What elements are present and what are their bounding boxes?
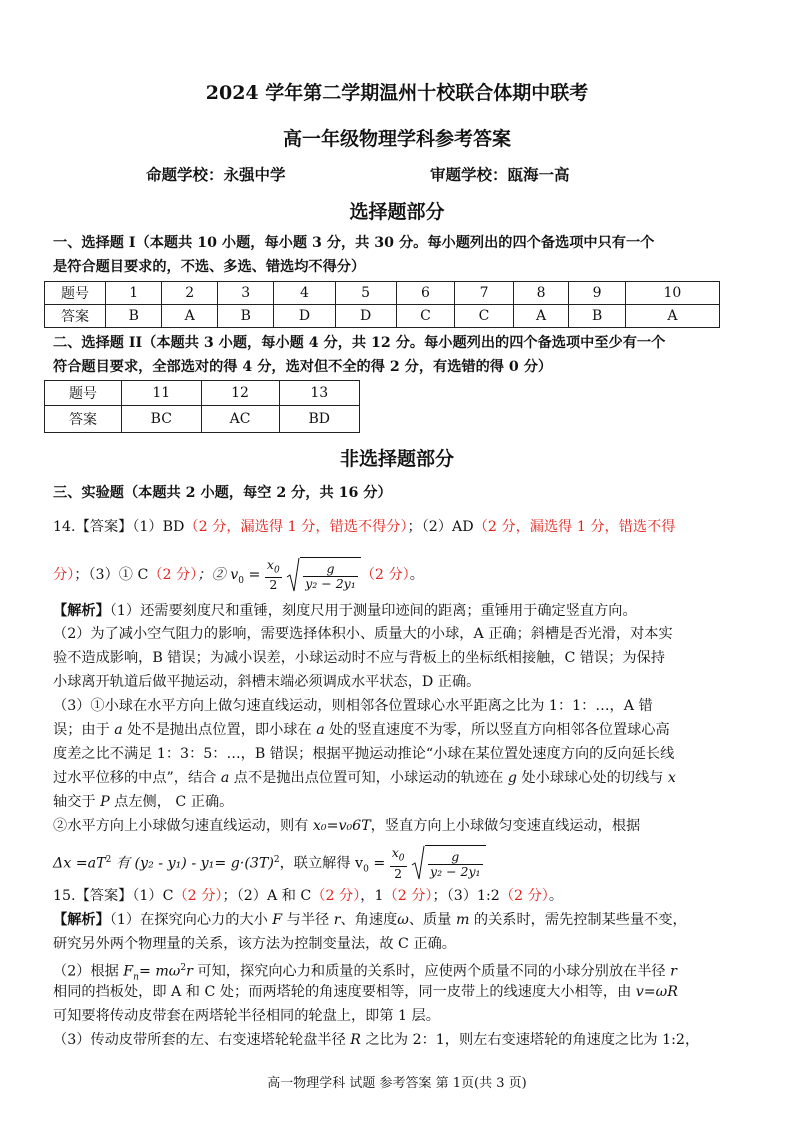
fraction-numerator [265,558,282,579]
table-cell: 12 [201,381,279,406]
nonchoice-section-heading: 非选择题部分 [339,448,454,470]
table-cell: 4 [274,282,335,305]
radical-sign-icon [411,845,425,881]
table-cell: B [218,305,274,328]
choice-section-heading: 选择题部分 [349,201,445,223]
table-cell: 6 [396,282,455,305]
q15-analysis-line6 [53,1030,699,1050]
text: 处的竖直速度不为零，所以竖直方向相邻各位置球心高 [324,722,670,738]
text: 点左侧， C 正确。 [109,794,234,810]
text: ；（3）1:2 [432,888,500,904]
table-row [45,406,360,433]
table-cell: AC [201,406,279,433]
analysis-label: 【解析】 [53,603,110,619]
table-cell: 2 [162,282,218,305]
fraction-numerator [390,846,407,867]
answer-table-part2 [44,380,360,433]
part2-instructions-line2: 符合题目要求，全部选对的得 4 分，选对但不全的得 2 分，有选错的得 0 分） [53,359,553,375]
part1-instructions-line2: 是符合题目要求的，不选、多选、错选均不得分） [53,259,366,275]
text: ，1 [360,888,384,904]
text: Δx =aT [53,855,106,872]
table-cell: 7 [455,282,514,305]
q14-analysis-line1 [53,601,637,621]
q14-analysis-line4: 小球离开轨道后做平抛运动，斜槽末端必须调成水平状态，D 正确。 [53,674,481,690]
table-cell: 答案 [45,406,122,433]
q14-analysis-line8 [53,768,676,788]
table-cell: D [335,305,396,328]
exam-title: 2024 学年第二学期温州十校联合体期中联考 [205,82,589,104]
text: = [368,855,390,872]
text: 、质量 [408,912,456,928]
text: r [333,912,341,928]
table-cell: B [106,305,162,328]
text: 与半径 [282,912,334,928]
table-cell: 9 [569,282,625,305]
text: 14.【答案】（1）BD [53,519,185,535]
score-note: （2 分） [383,888,433,904]
sqrt-numerator: g [428,850,483,865]
text: 的关系时，需先控制某些量不变， [469,912,687,928]
q14-analysis-line11 [53,842,486,888]
text: P [100,794,110,810]
table-cell: D [274,305,335,328]
formula-sqrt [286,557,361,593]
text: ；（2）AD [407,519,474,535]
text: R [350,1032,361,1048]
exam-subtitle: 高一年级物理学科参考答案 [282,128,511,150]
text: g [507,770,517,786]
text: 2 [180,963,187,973]
table-cell: 答案 [45,305,106,328]
text: （2）根据 [53,963,124,980]
q14-analysis-line3: 验不造成影响，B 错误；为减小误差，小球运动时不应与背板上的坐标纸相接触，C 错误；为保持 [53,650,665,666]
text: a [220,770,230,786]
text: x [667,770,676,786]
formula-fraction [265,558,282,593]
score-note: （2 分） [499,888,549,904]
text: 可知，探究向心力和质量的关系时，应使两个质量不同的小球分别放在半径 [192,963,671,980]
text: 处不是抛出点位置，即小球在 [122,722,317,738]
text: ②水平方向上小球做匀速直线运动，则有 [53,818,313,834]
text: ω [397,912,409,928]
text: 2 [105,855,112,865]
table-cell: 8 [513,282,569,305]
q14-analysis-line9 [53,792,233,812]
radical-sign-icon [286,557,300,593]
fraction-denominator: 2 [269,577,278,593]
analysis-label: 【解析】 [53,912,110,928]
school-make: 命题学校：永强中学 [146,165,286,184]
q15-analysis-line4 [53,982,678,1002]
table-cell: B [569,305,625,328]
part2-instructions-line1: 二、选择题 II（本题共 3 小题，每小题 4 分，共 12 分。每小题列出的四个备选项中至少有一个 [53,335,666,351]
text: 、角速度 [340,912,398,928]
table-cell: 11 [122,381,202,406]
score-note: （2 分） [148,567,198,583]
q15-analysis-line1 [53,910,687,930]
part1-instructions-line1: 一、选择题 I（本题共 10 小题，每小题 3 分，共 30 分。每小题列出的四个备选项中只有一个 [53,235,655,251]
score-note: （2 分） [360,567,410,583]
table-cell: C [396,305,455,328]
text: 。 [548,888,564,904]
q15-analysis-line2: 研究另外两个物理量的关系，该方法为控制变量法，故 C 正确。 [53,936,456,952]
table-cell: BC [122,406,202,433]
text: ，竖直方向上小球做匀变速直线运动，根据 [370,818,641,834]
q14-analysis-line6 [53,720,670,740]
part3-instructions: 三、实验题（本题共 2 小题，每空 2 分，共 16 分） [53,485,392,501]
q14-answer-line1 [53,517,676,537]
text: a [316,722,325,738]
table-cell: 5 [335,282,396,305]
answer-table-part1 [44,281,720,328]
table-row [45,381,360,406]
table-cell: 题号 [45,381,122,406]
text: ；（3）① C [74,567,149,583]
text: （1）在探究向心力的大小 [109,912,273,928]
score-note: 分） [53,567,75,583]
text: 相同的挡板处，即 A 和 C 处；而两塔轮的角速度要相等，同一皮带上的线速度大小相等，由 [53,984,636,1000]
table-cell: A [162,305,218,328]
table-cell: BD [279,406,359,433]
q15-analysis-line5: 可知要将传动皮带套在两塔轮半径相同的轮盘上，即第 1 层。 [53,1008,440,1024]
text: 有 (y₂ - y₁) - y₁= g·(3T) [111,855,274,872]
text: 0 [238,575,244,586]
table-cell: C [455,305,514,328]
q15-answer-line [53,886,563,906]
text: x [266,556,274,572]
table-cell: 3 [218,282,274,305]
text: 误；由于 [53,722,115,738]
score-note: （2 分） [311,888,361,904]
text: 之比为 2：1，则左右变速塔轮的角速度之比为 1:2， [360,1032,700,1048]
table-cell: 1 [106,282,162,305]
text: x₀=v₀6T [312,818,371,834]
text: = [243,567,265,583]
text: x [391,845,399,861]
table-cell: A [625,305,719,328]
text: （3）传动皮带所套的左、右变速塔轮轮盘半径 [53,1032,351,1048]
text: 轴交于 [53,794,101,810]
q14-analysis-line10 [53,816,640,836]
school-review: 审题学校：瓯海一高 [430,165,570,184]
score-note: （2 分，漏选得 1 分，错选不得分） [184,519,408,535]
formula-sqrt [411,845,486,883]
text: = mω [138,963,181,980]
text: 处小球球心处的切线与 [516,770,668,786]
score-note: （2 分） [173,888,223,904]
table-cell: A [513,305,569,328]
text: 0 [363,864,369,875]
text: 2 [273,855,280,865]
text: 0 [398,853,405,864]
text: 15.【答案】（1）C [53,888,174,904]
table-cell: 题号 [45,282,106,305]
text: a [114,722,123,738]
text: m [455,912,470,928]
table-row [45,305,720,328]
sqrt-denominator: y₂ − 2y₁ [430,864,481,880]
fraction-denominator: 2 [394,865,403,881]
text: 0 [273,565,280,576]
score-note: （2 分，漏选得 1 分，错选不得 [473,519,676,535]
text: ；② v [197,567,239,583]
formula-fraction [390,846,407,881]
text: F [123,963,134,980]
text: n [133,972,139,983]
text: （1）还需要刻度尺和重锤，刻度尺用于测量印迹间的距离；重锤用于确定竖直方向。 [109,603,637,619]
text: r [186,963,193,980]
q14-analysis-line5: （3）①小球在水平方向上做匀速直线运动，则相邻各位置球心水平距离之比为 1：1：…，A 错 [53,698,653,714]
text: ；（2）A 和 C [222,888,312,904]
text: 过水平位移的中点”，结合 [53,770,221,786]
q14-answer-line2 [53,557,424,598]
q14-analysis-line2: （2）为了减小空气阻力的影响，需要选择体积小、质量大的小球，A 正确；斜槽是否光滑，对本实 [53,626,673,642]
text: 点不是抛出点位置可知，小球运动的轨迹在 [229,770,508,786]
sqrt-denominator: y₂ − 2y₁ [305,575,356,591]
page-footer: 高一物理学科 试题 参考答案 第 1页(共 3 页) [267,1076,527,1091]
text: v=ωR [635,984,678,1000]
text: F [272,912,283,928]
text: r [670,963,677,980]
sqrt-numerator: g [303,562,358,577]
table-row [45,282,720,305]
table-cell: 13 [279,381,359,406]
text: ，联立解得 v [279,855,364,872]
table-cell: 10 [625,282,719,305]
text: 。 [409,567,424,583]
q14-analysis-line7: 度差之比不满足 1：3：5：…，B 错误；根据平抛运动推论“小球在某位置处速度方向的反向延长线 [53,746,675,762]
